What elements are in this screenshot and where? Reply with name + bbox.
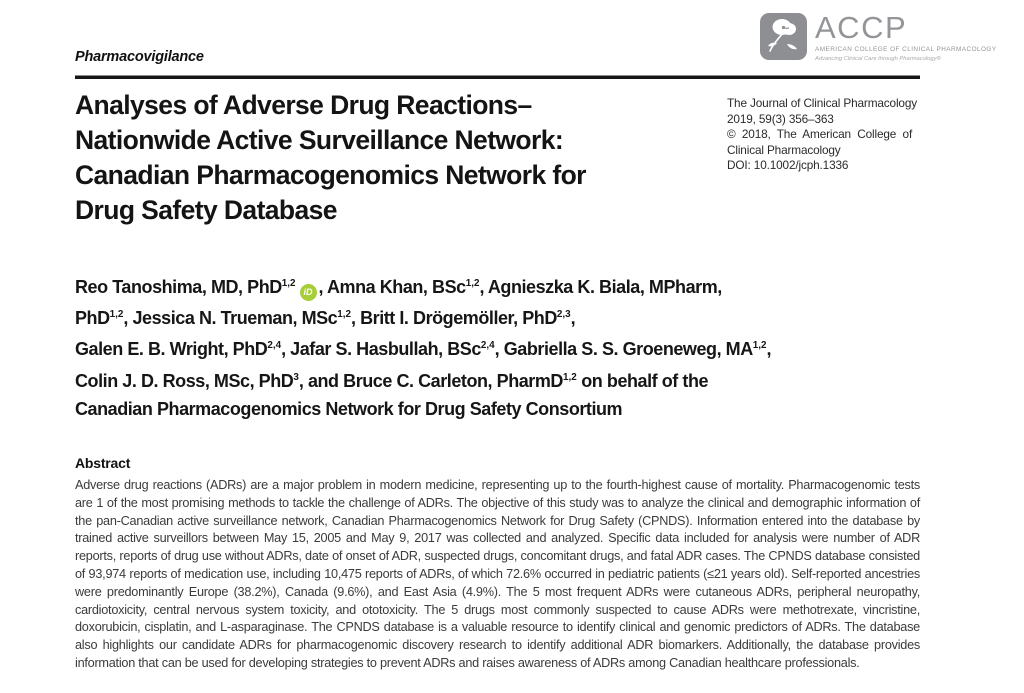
author-name-text: ,	[766, 339, 772, 360]
affiliation-superscript: 2,3	[556, 309, 571, 321]
header-divider	[75, 75, 920, 79]
accp-flower-icon	[760, 13, 807, 60]
affiliation-superscript: 1,2	[281, 278, 296, 289]
author-line	[75, 395, 771, 423]
author-name-text: Colin J. D. Ross, MSc, PhD	[75, 370, 294, 391]
author-name-text: Reo Tanoshima, MD, PhD	[75, 277, 282, 297]
journal-copyright: © 2018, The American College of	[727, 127, 913, 142]
affiliation-superscript: 2,4	[267, 340, 282, 352]
title-line: Nationwide Active Surveillance Network:	[75, 125, 564, 155]
author-name-text: ,	[570, 308, 576, 329]
journal-doi: DOI: 10.1002/jcph.1336	[727, 158, 849, 173]
journal-citation-block	[727, 96, 919, 174]
article-title	[75, 88, 586, 228]
journal-volume-pages: 2019, 59(3) 356–363	[727, 111, 834, 126]
author-name-text: , Britt I. Drögemöller, PhD	[350, 308, 557, 329]
accp-logo-text	[815, 10, 997, 62]
author-line	[75, 301, 771, 332]
abstract-text: Adverse drug reactions (ADRs) are a major problem in modern medicine, representing up to the fourth-highest cause of mortality. Pharmacogenomic tests are 1 of the most promising methods to tackle the challenge of ADRs. The objective of this study was to analyze the clinical and demographic information of the pan-Canadian active surveillance network, Canadian Pharmacogenomics Network for Drug Safety (CPNDS). Information entered into the database by trained active surveillors between May 15, 2005 and May 9, 2017 was collected and analyzed. Specific data included for analysis were number of ADR reports, reports of drug use without ADRs, date of onset of ADR, suspected drugs, concomitant drugs, and fatal ADR cases. The CPNDS database consisted of 93,974 reports of medication use, including 10,475 reports of ADRs, of which 72.6% occurred in pediatric patients (≤21 years old). Self-reported ancestries were predominantly Europe (38.2%), Canada (9.6%), and East Asia (4.9%). The 5 most frequent ADRs were cutaneous ADRs, peripheral neuropathy, cardiotoxicity, central nervous system toxicity, and ototoxicity. The 5 drugs most commonly suspected to cause ADRs were methotrexate, vincristine, doxorubicin, cisplatin, and L-asparaginase. The CPNDS database is a valuable resource to identify clinical and genomic predictors of ADRs. The database also highlights our candidate ADRs for pharmacogenomic discovery research to identify additional ADR biomarkers. Additionally, the database provides information that can be used for developing strategies to prevent ADRs and raises awareness of ADRs among Canadian healthcare professionals.	[75, 478, 920, 670]
affiliation-superscript: 1,2	[337, 309, 351, 321]
affiliation-superscript: 3	[293, 371, 299, 383]
author-list	[75, 270, 771, 423]
affiliation-superscript: 1,2	[109, 309, 124, 321]
author-name-text: , Jessica N. Trueman, MSc	[123, 308, 338, 329]
affiliation-superscript: 1,2	[465, 278, 480, 289]
title-line: Drug Safety Database	[75, 195, 337, 225]
title-line: Analyses of Adverse Drug Reactions–	[75, 90, 532, 120]
author-line	[75, 270, 771, 301]
author-name-text: on behalf of the	[576, 370, 709, 391]
affiliation-superscript: 1,2	[562, 371, 577, 383]
author-name-text: , Amna Khan, BSc	[318, 277, 466, 297]
accp-subtitle: AMERICAN COLLEGE OF CLINICAL PHARMACOLOGY	[815, 46, 997, 53]
title-line: Canadian Pharmacogenomics Network for	[75, 160, 586, 190]
journal-copyright-cont: Clinical Pharmacology	[727, 142, 841, 157]
author-name-text: PhD	[75, 308, 110, 329]
author-name-text: Galen E. B. Wright, PhD	[75, 339, 268, 360]
author-name-text: , and Bruce C. Carleton, PharmD	[298, 370, 563, 391]
accp-acronym: ACCP	[815, 10, 908, 45]
author-line	[75, 364, 771, 395]
author-name-text: Canadian Pharmacogenomics Network for Drug Safety Consortium	[75, 398, 623, 419]
orcid-icon[interactable]: iD	[300, 284, 317, 301]
author-line	[75, 332, 771, 363]
accp-tagline: Advancing Clinical Care through Pharmacology®	[815, 55, 941, 62]
accp-logo	[760, 10, 997, 62]
affiliation-superscript: 2,4	[480, 340, 495, 352]
author-name-text: , Agnieszka K. Biala, MPharm,	[479, 277, 722, 297]
journal-name: The Journal of Clinical Pharmacology	[727, 96, 917, 110]
section-kicker: Pharmacovigilance	[75, 49, 204, 65]
author-name-text: , Jafar S. Hasbullah, BSc	[281, 339, 481, 360]
abstract-heading: Abstract	[75, 455, 131, 471]
author-name-text: , Gabriella S. S. Groeneweg, MA	[494, 339, 753, 360]
affiliation-superscript: 1,2	[752, 340, 767, 352]
